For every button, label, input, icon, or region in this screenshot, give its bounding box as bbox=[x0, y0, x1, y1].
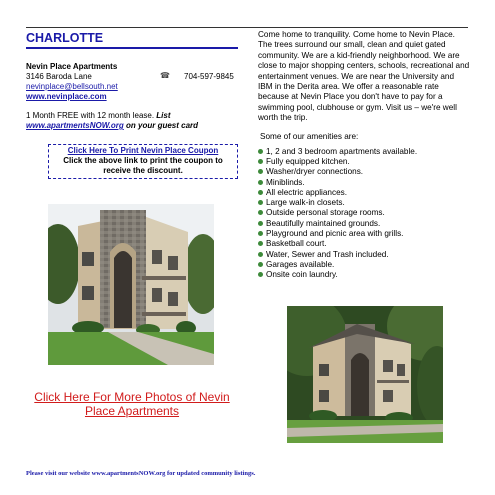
community-description: Come home to tranquility. Come home to Nevin Place. The trees surround our small, clean and quiet gated community. We are a kid-friendly neighborhood. We are close to major shopping centers, schools, recreational and entertainment venues. We are near the University and IBM in the Derita area. We offer a reasonable rate because at Nevin Place you don't have to pay for a swimming pool, clubhouse or gym. Visit us – we're well worth the trip. bbox=[258, 30, 470, 123]
apartmentsnow-link[interactable]: www.apartmentsNOW.org bbox=[26, 121, 124, 130]
bullet-icon bbox=[258, 221, 263, 226]
amenities-list bbox=[258, 147, 470, 281]
bullet-icon bbox=[258, 149, 263, 154]
coupon-box bbox=[48, 144, 238, 179]
city-title: CHARLOTTE bbox=[26, 31, 104, 45]
bullet-icon bbox=[258, 200, 263, 205]
bullet-icon bbox=[258, 252, 263, 257]
bullet-icon bbox=[258, 159, 263, 164]
list-item: Washer/dryer connections. bbox=[258, 167, 470, 177]
bullet-icon bbox=[258, 262, 263, 267]
promo-list-word: List bbox=[156, 111, 171, 120]
list-item: Water, Sewer and Trash included. bbox=[258, 250, 470, 260]
bullet-icon bbox=[258, 231, 263, 236]
property-email-link[interactable]: nevinplace@bellsouth.net bbox=[26, 82, 118, 91]
list-item: Fully equipped kitchen. bbox=[258, 157, 470, 167]
list-item: 1, 2 and 3 bedroom apartments available. bbox=[258, 147, 470, 157]
list-item: Beautifully maintained grounds. bbox=[258, 219, 470, 229]
property-phone: 704-597-9845 bbox=[184, 72, 234, 81]
phone-icon: ☎ bbox=[160, 71, 170, 80]
list-item: Playground and picnic area with grills. bbox=[258, 229, 470, 239]
right-column bbox=[258, 30, 470, 281]
more-photos-link[interactable]: Click Here For More Photos of Nevin Place Apartments bbox=[34, 390, 230, 418]
bullet-icon bbox=[258, 241, 263, 246]
property-address: 3146 Baroda Lane bbox=[26, 72, 92, 81]
list-item: All electric appliances. bbox=[258, 188, 470, 198]
list-item: Onsite coin laundry. bbox=[258, 270, 470, 280]
list-item: Miniblinds. bbox=[258, 178, 470, 188]
promo-text bbox=[26, 111, 240, 131]
apartment-photo-left bbox=[48, 204, 214, 365]
list-item: Outside personal storage rooms. bbox=[258, 208, 470, 218]
amenities-title: Some of our amenities are: bbox=[260, 131, 359, 141]
list-item: Basketball court. bbox=[258, 239, 470, 249]
apartment-photo-right bbox=[287, 306, 443, 443]
bullet-icon bbox=[258, 272, 263, 277]
bullet-icon bbox=[258, 169, 263, 174]
header-rule bbox=[26, 27, 468, 28]
bullet-icon bbox=[258, 210, 263, 215]
coupon-instructions: Click the above link to print the coupon to receive the discount. bbox=[63, 156, 223, 175]
city-underline bbox=[26, 47, 238, 49]
bullet-icon bbox=[258, 180, 263, 185]
promo-suffix: on your guest card bbox=[126, 121, 199, 130]
promo-offer: 1 Month FREE with 12 month lease. bbox=[26, 111, 155, 120]
list-item: Garages available. bbox=[258, 260, 470, 270]
property-name: Nevin Place Apartments bbox=[26, 62, 118, 71]
list-item: Large walk-in closets. bbox=[258, 198, 470, 208]
footer-note: Please visit our website www.apartmentsNOW.org for updated community listings. bbox=[26, 470, 256, 477]
print-coupon-link[interactable]: Click Here To Print Nevin Place Coupon bbox=[67, 146, 219, 155]
bullet-icon bbox=[258, 190, 263, 195]
property-website-link[interactable]: www.nevinplace.com bbox=[26, 92, 107, 101]
